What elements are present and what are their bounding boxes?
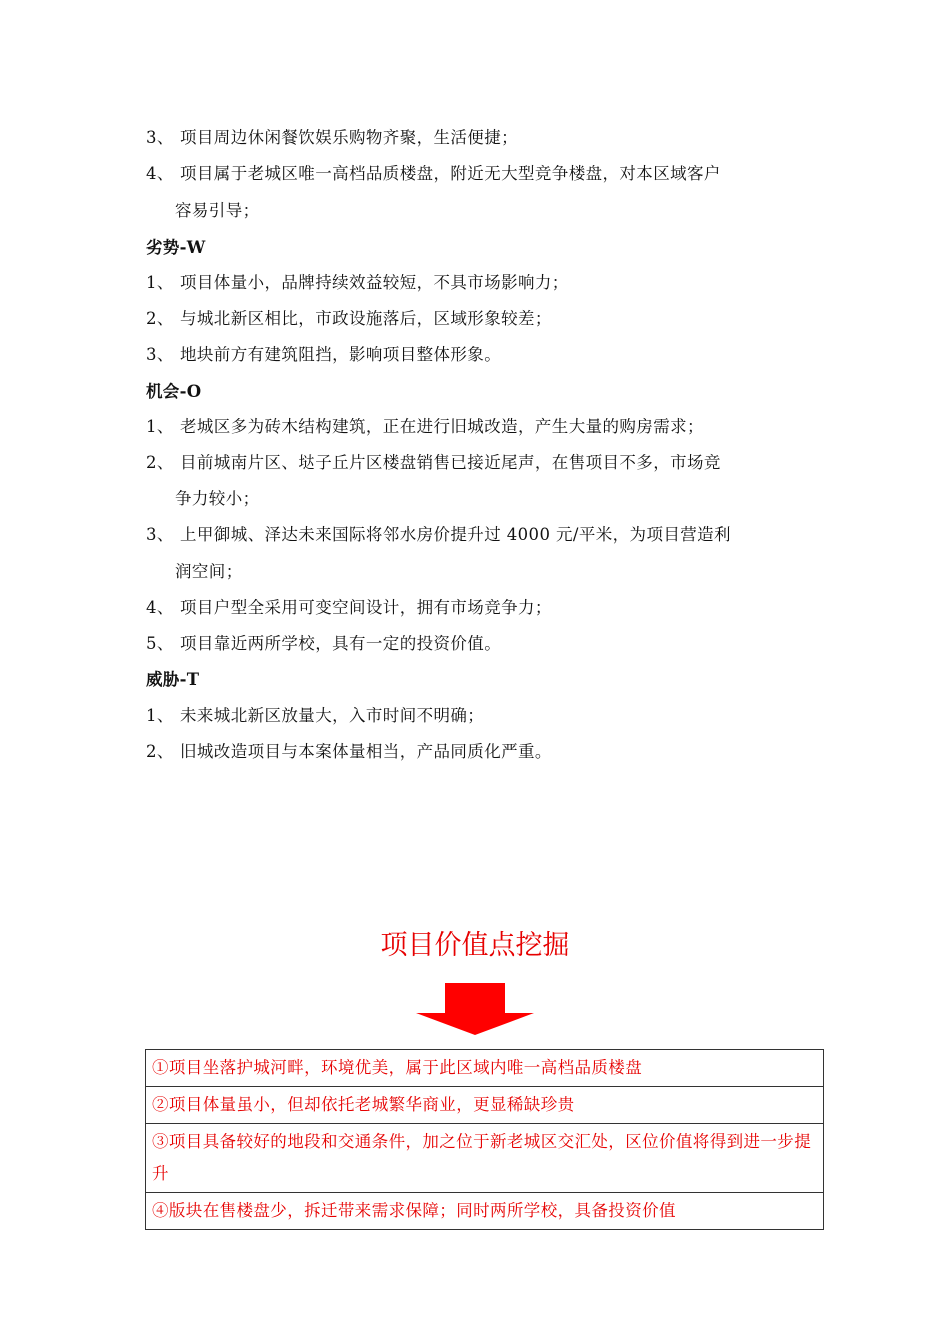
item-number: 2、 [146, 309, 174, 328]
item-text: 项目户型全采用可变空间设计，拥有市场竞争力； [180, 598, 552, 617]
item-number: 4、 [146, 164, 174, 183]
strength-item-3 [146, 126, 518, 150]
item-text: 地块前方有建筑阻挡，影响项目整体形象。 [180, 345, 502, 364]
value-point-3: ③项目具备较好的地段和交通条件，加之位于新老城区交汇处，区位价值将得到进一步提升 [146, 1124, 824, 1193]
opportunity-item-2-continuation: 争力较小； [175, 489, 260, 508]
opportunity-item-3 [146, 523, 731, 547]
threat-item-2 [146, 740, 552, 764]
item-number: 1、 [146, 706, 174, 725]
item-number: 2、 [146, 453, 174, 472]
item-text: 项目体量小，品牌持续效益较短，不具市场影响力； [180, 273, 569, 292]
table-row [146, 1087, 824, 1124]
strength-item-4-continuation: 容易引导； [175, 201, 260, 220]
item-number: 2、 [146, 742, 174, 761]
value-section-title: 项目价值点挖掘 [380, 930, 570, 961]
table-row [146, 1050, 824, 1087]
item-text: 项目属于老城区唯一高档品质楼盘，附近无大型竞争楼盘，对本区域客户 [180, 164, 721, 183]
item-number: 1、 [146, 417, 174, 436]
weakness-heading: 劣势-W [146, 238, 206, 257]
item-text: 老城区多为砖木结构建筑，正在进行旧城改造，产生大量的购房需求； [180, 417, 704, 436]
item-number: 3、 [146, 128, 174, 147]
strength-item-4 [146, 162, 721, 186]
item-text: 目前城南片区、垯子丘片区楼盘销售已接近尾声，在售项目不多，市场竞 [180, 453, 721, 472]
value-point-2: ②项目体量虽小，但却依托老城繁华商业，更显稀缺珍贵 [146, 1087, 824, 1124]
value-points-table [145, 1049, 824, 1230]
opportunity-item-1 [146, 415, 704, 439]
item-number: 5、 [146, 634, 174, 653]
item-text: 与城北新区相比，市政设施落后，区域形象较差； [180, 309, 552, 328]
item-text: 项目周边休闲餐饮娱乐购物齐聚，生活便捷； [180, 128, 518, 147]
opportunity-item-4 [146, 596, 552, 620]
table-row [146, 1124, 824, 1193]
item-text: 项目靠近两所学校，具有一定的投资价值。 [180, 634, 502, 653]
threat-heading: 威胁-T [146, 670, 200, 689]
opportunity-item-5 [146, 632, 501, 656]
item-number: 3、 [146, 525, 174, 544]
weakness-item-3 [146, 343, 501, 367]
opportunity-heading: 机会-O [146, 382, 202, 401]
item-number: 3、 [146, 345, 174, 364]
weakness-item-2 [146, 307, 552, 331]
table-row [146, 1193, 824, 1230]
value-point-1: ①项目坐落护城河畔，环境优美，属于此区域内唯一高档品质楼盘 [146, 1050, 824, 1087]
down-arrow-icon [416, 983, 534, 1035]
opportunity-item-3-continuation: 润空间； [175, 562, 243, 581]
item-text: 旧城改造项目与本案体量相当，产品同质化严重。 [180, 742, 552, 761]
item-text: 上甲御城、泽达未来国际将邻水房价提升过 4000 元/平米，为项目营造利 [180, 525, 731, 544]
item-number: 4、 [146, 598, 174, 617]
value-point-4: ④版块在售楼盘少，拆迁带来需求保障；同时两所学校，具备投资价值 [146, 1193, 824, 1230]
weakness-item-1 [146, 271, 569, 295]
opportunity-item-2 [146, 451, 721, 475]
item-number: 1、 [146, 273, 174, 292]
item-text: 未来城北新区放量大，入市时间不明确； [180, 706, 485, 725]
threat-item-1 [146, 704, 484, 728]
